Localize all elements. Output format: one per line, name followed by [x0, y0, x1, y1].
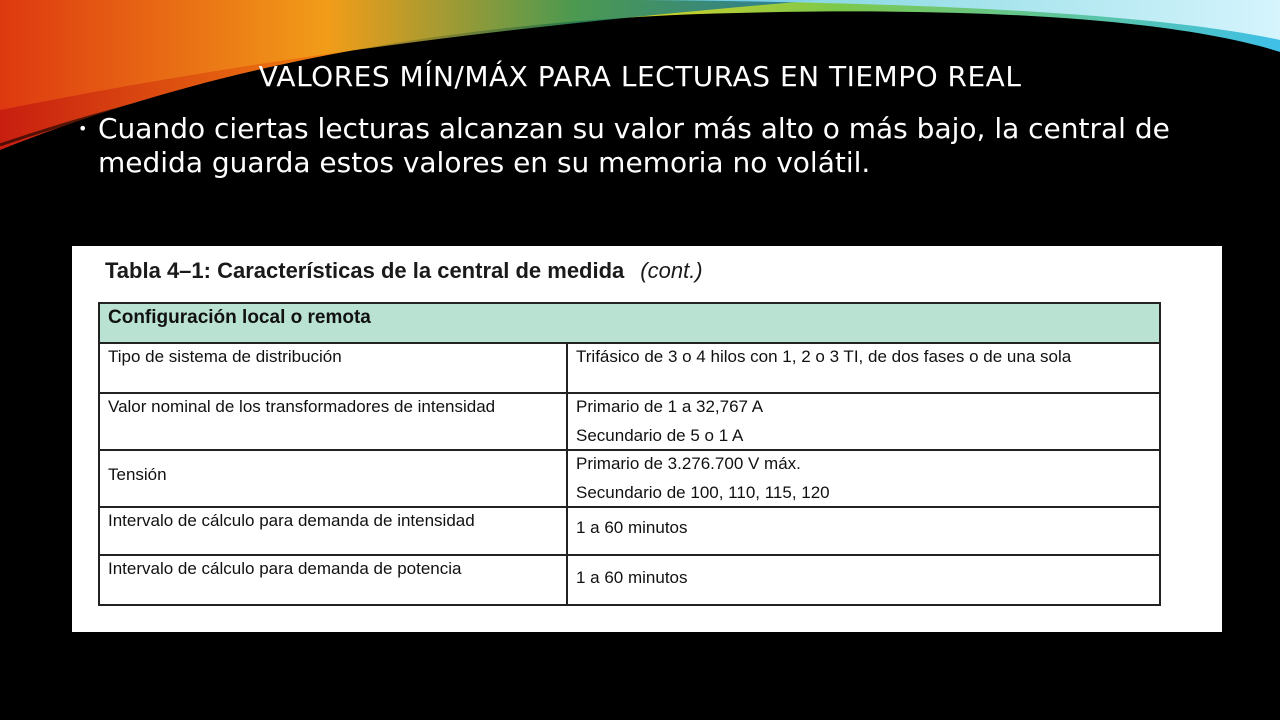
slide-title: VALORES MÍN/MÁX PARA LECTURAS EN TIEMPO REAL — [258, 60, 1022, 93]
row-value: Trifásico de 3 o 4 hilos con 1, 2 o 3 TI, de dos fases o de una sola — [567, 343, 1160, 393]
row-value: 1 a 60 minutos — [567, 507, 1160, 555]
row-value-line: Secundario de 100, 110, 115, 120 — [576, 483, 830, 502]
row-value — [567, 393, 1160, 450]
table-caption-text: Tabla 4–1: Características de la central de medida — [105, 258, 625, 283]
row-label: Tensión — [99, 450, 567, 507]
row-value — [567, 450, 1160, 507]
row-value-line: Primario de 1 a 32,767 A — [576, 397, 764, 416]
table-caption — [105, 258, 703, 284]
table-row — [99, 343, 1160, 393]
table-caption-suffix: (cont.) — [640, 258, 703, 283]
row-label: Valor nominal de los transformadores de intensidad — [99, 393, 567, 450]
spec-table — [98, 302, 1161, 606]
row-value-line: Primario de 3.276.700 V máx. — [576, 454, 801, 473]
row-value-line: Secundario de 5 o 1 A — [576, 426, 744, 445]
table-image-panel — [72, 246, 1222, 632]
bullet-text: Cuando ciertas lecturas alcanzan su valor más alto o más bajo, la central de medida guarda estos valores en su memoria no volátil. — [98, 112, 1170, 179]
table-row — [99, 555, 1160, 605]
bullet-icon: • — [78, 119, 88, 138]
row-label: Intervalo de cálculo para demanda de potencia — [99, 555, 567, 605]
table-row — [99, 393, 1160, 450]
row-label: Tipo de sistema de distribución — [99, 343, 567, 393]
row-label: Intervalo de cálculo para demanda de intensidad — [99, 507, 567, 555]
row-value: 1 a 60 minutos — [567, 555, 1160, 605]
table-row — [99, 507, 1160, 555]
table-header-row — [99, 303, 1160, 343]
table-row — [99, 450, 1160, 507]
table-header-cell: Configuración local o remota — [99, 303, 1160, 343]
